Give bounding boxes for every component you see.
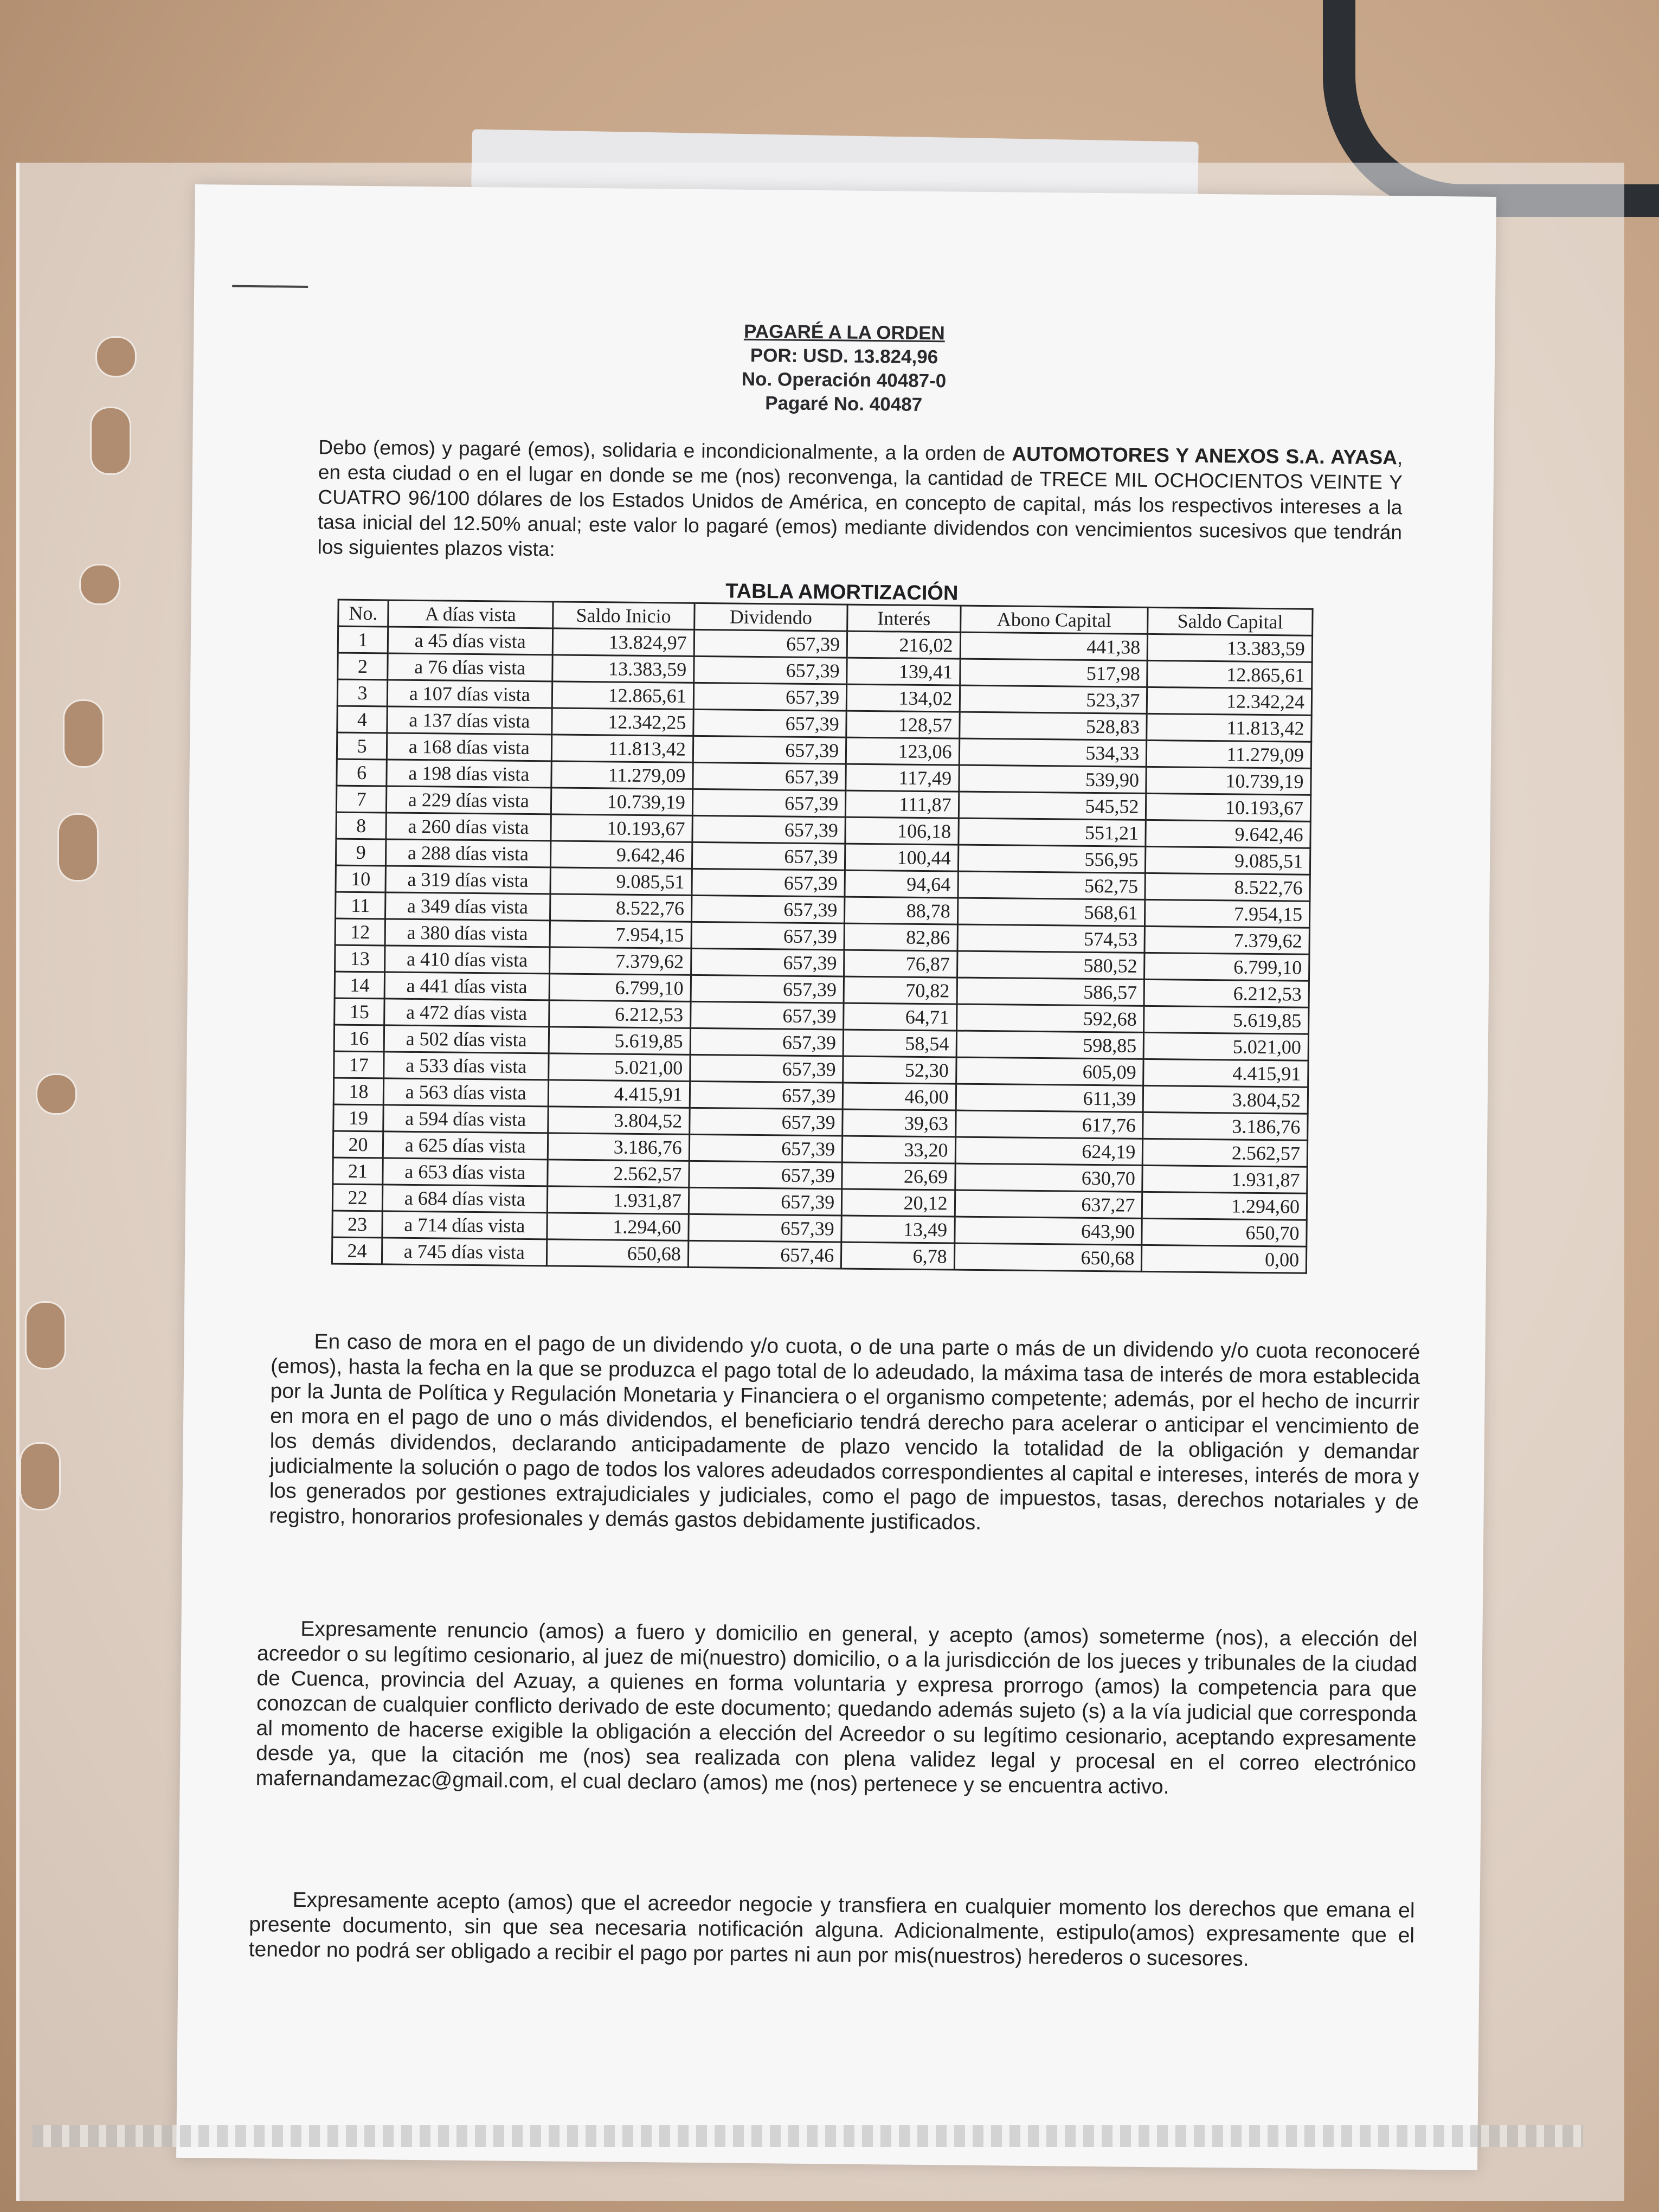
table-cell: 657,39 — [690, 1028, 844, 1056]
intro-text: Debo (emos) y pagaré (emos), solidaria e incondicionalmente, a la orden de — [318, 436, 1012, 465]
table-cell: 82,86 — [844, 923, 957, 951]
table-cell: 6.799,10 — [1144, 953, 1309, 981]
table-cell: 657,39 — [692, 789, 846, 817]
document-title: PAGARÉ A LA ORDEN — [743, 320, 945, 344]
table-cell: 657,39 — [691, 975, 844, 1003]
table-cell: 8.522,76 — [550, 894, 692, 922]
table-cell: a 441 días vista — [384, 972, 549, 1000]
table-cell: 88,78 — [845, 897, 958, 924]
jurisdiction-clause — [256, 1616, 1418, 1802]
table-cell: 657,39 — [691, 922, 845, 950]
table-cell: 12.342,24 — [1147, 687, 1312, 715]
table-cell: a 563 días vista — [383, 1078, 548, 1107]
table-cell: 657,39 — [692, 869, 845, 897]
table-cell: 534,33 — [959, 738, 1147, 767]
table-cell: 19 — [333, 1104, 383, 1131]
table-cell: 15 — [335, 998, 384, 1025]
table-cell: 1.294,60 — [1142, 1192, 1307, 1220]
default-clause — [269, 1329, 1420, 1539]
table-cell: 517,98 — [960, 659, 1147, 687]
table-cell: 10.739,19 — [1146, 767, 1311, 795]
promissory-note-page — [176, 184, 1496, 2170]
amortization-table — [331, 599, 1314, 1274]
table-cell: a 198 días vista — [387, 760, 551, 788]
table-cell: 528,83 — [959, 712, 1147, 740]
table-cell: 12.865,61 — [552, 681, 694, 710]
table-cell: 580,52 — [957, 951, 1144, 979]
table-cell: 5.021,00 — [548, 1053, 690, 1082]
table-cell: 657,39 — [689, 1134, 843, 1162]
table-cell: 7.954,15 — [550, 921, 692, 949]
table-cell: 8 — [336, 812, 386, 839]
table-cell: 33,20 — [842, 1136, 955, 1163]
table-cell: 592,68 — [956, 1004, 1144, 1032]
punch-hole — [25, 1301, 66, 1369]
punch-hole — [90, 407, 131, 475]
table-cell: 7.379,62 — [1144, 926, 1309, 954]
table-cell: 556,95 — [958, 845, 1146, 873]
table-cell: 574,53 — [957, 924, 1145, 953]
table-cell: 11.279,09 — [1147, 740, 1311, 768]
table-cell: 24 — [332, 1237, 382, 1264]
table-cell: a 533 días vista — [384, 1052, 549, 1080]
table-cell: 123,06 — [846, 737, 959, 765]
table-cell: 117,49 — [846, 764, 959, 792]
table-cell: a 319 días vista — [385, 866, 550, 894]
table-cell: 16 — [334, 1025, 384, 1052]
default-clause-text: En caso de mora en el pago de un dividendo y/o cuota, o de una parte o más de un dividendo y/o cuota reconoceré (emos), hasta la fecha en la que se produzca el pago total de lo adeudado, la máxima tasa de interés de mora establecida por la Junta de Política y Regulación Monetaria y Financiera o el organismo competente; además, por el hecho de incurrir en mora en el pago de uno o más dividendos, el beneficiario tendrá derecho para acelerar o anticipar el vencimiento de los demás dividendos, declarando anticipadamente de plazo vencido la totalidad de la obligación y demandar judicialmente la solución o pago de todos los valores adeudados correspondientes al capital e intereses, interés de mora y los generados por gestiones extrajudiciales y judiciales, como el pago de impuestos, tasas, derechos notariales y de registro, honorarios profesionales y demás gastos debidamente justificados. — [269, 1330, 1420, 1535]
column-header: Abono Capital — [960, 606, 1148, 634]
table-cell: 0,00 — [1142, 1245, 1307, 1273]
table-cell: 617,76 — [955, 1110, 1143, 1139]
table-cell: 657,39 — [693, 736, 846, 764]
table-cell: a 229 días vista — [386, 786, 551, 814]
transfer-clause — [249, 1887, 1415, 1973]
table-cell: a 745 días vista — [382, 1238, 546, 1266]
table-cell: 643,90 — [954, 1217, 1142, 1245]
table-cell: 650,70 — [1142, 1218, 1307, 1246]
table-cell: 3 — [337, 679, 387, 706]
table-cell: 10 — [336, 865, 385, 892]
table-cell: 650,68 — [546, 1239, 689, 1268]
table-cell: 46,00 — [843, 1083, 956, 1110]
transfer-clause-text: Expresamente acepto (amos) que el acreedor negocie y transfiera en cualquier momento los derechos que emana el presente documento, sin que sea necesaria notificación alguna. Adicionalmente, estipulo(amos) expresamente que el tenedor no podrá ser obligado a recibir el pago por partes ni aun por mis(nuestros) herederos o sucesores. — [248, 1888, 1415, 1971]
table-cell: 3.804,52 — [1143, 1085, 1308, 1114]
table-title: TABLA AMORTIZACIÓN — [725, 580, 959, 605]
table-cell: 39,63 — [843, 1109, 956, 1137]
table-cell: 128,57 — [846, 711, 960, 738]
table-cell: 216,02 — [847, 631, 960, 659]
table-cell: 106,18 — [845, 817, 959, 845]
table-cell: a 380 días vista — [385, 919, 550, 947]
table-cell: 657,39 — [689, 1214, 842, 1242]
table-cell: 11 — [336, 892, 385, 919]
table-cell: 7 — [336, 786, 386, 813]
table-cell: 9.085,51 — [550, 867, 692, 896]
table-cell: 657,39 — [692, 815, 846, 844]
table-cell: 3.804,52 — [548, 1107, 690, 1135]
table-cell: 539,90 — [959, 765, 1146, 793]
table-cell: 1.931,87 — [547, 1186, 689, 1214]
table-cell: 10.739,19 — [551, 788, 693, 816]
table-cell: 13.383,59 — [552, 655, 694, 683]
table-cell: 21 — [333, 1158, 383, 1185]
table-cell: 4.415,91 — [1143, 1059, 1308, 1087]
table-cell: 4.415,91 — [548, 1080, 690, 1108]
table-cell: a 288 días vista — [385, 839, 550, 867]
table-cell: 657,39 — [693, 762, 846, 790]
table-cell: 13.383,59 — [1148, 634, 1313, 662]
table-cell: 8.522,76 — [1145, 873, 1310, 901]
table-cell: 9.085,51 — [1146, 846, 1310, 874]
table-cell: 657,39 — [694, 656, 847, 684]
table-cell: a 168 días vista — [387, 733, 551, 761]
column-header: Saldo Capital — [1148, 607, 1313, 635]
table-body — [332, 626, 1312, 1273]
table-cell: a 45 días vista — [388, 627, 552, 655]
table-cell: 70,82 — [844, 976, 957, 1004]
table-cell: 2.562,57 — [1143, 1139, 1308, 1167]
table-cell: 5.619,85 — [549, 1027, 691, 1055]
table-cell: 111,87 — [846, 790, 959, 818]
table-cell: 657,39 — [689, 1161, 843, 1189]
table-cell: 139,41 — [847, 658, 960, 685]
table-cell: 14 — [335, 972, 384, 999]
table-cell: 2 — [338, 653, 388, 680]
table-cell: 12 — [335, 918, 385, 946]
table-cell: 551,21 — [958, 818, 1146, 846]
table-cell: 611,39 — [956, 1084, 1143, 1112]
table-cell: a 594 días vista — [383, 1105, 548, 1133]
table-cell: 657,39 — [693, 683, 847, 711]
table-cell: 586,57 — [957, 978, 1144, 1006]
table-cell: 12.865,61 — [1147, 660, 1312, 689]
table-cell: 10.193,67 — [1146, 793, 1311, 821]
table-cell: 20,12 — [841, 1189, 955, 1217]
column-header: Saldo Inicio — [552, 602, 695, 630]
column-header: No. — [338, 600, 388, 627]
table-cell: a 502 días vista — [384, 1025, 549, 1053]
table-cell: 630,70 — [955, 1163, 1142, 1192]
table-cell: 657,39 — [692, 842, 845, 870]
table-cell: 6 — [337, 759, 387, 786]
sleeve-bottom-edge — [33, 2125, 1583, 2147]
table-cell: 6.212,53 — [549, 1000, 691, 1028]
table-cell: a 410 días vista — [385, 946, 550, 974]
table-cell: 5 — [337, 732, 387, 760]
table-cell: 5.021,00 — [1143, 1032, 1308, 1060]
document-header — [193, 314, 1495, 422]
punch-hole — [36, 1073, 77, 1115]
table-cell: 657,46 — [688, 1240, 841, 1269]
table-cell: 22 — [332, 1184, 382, 1211]
punch-hole — [95, 336, 137, 377]
table-cell: 1.931,87 — [1142, 1165, 1307, 1193]
punch-hole — [57, 813, 99, 882]
table-cell: 13.824,97 — [552, 628, 695, 657]
table-cell: 657,39 — [690, 1081, 843, 1109]
table-cell: 20 — [333, 1131, 383, 1158]
table-cell: 94,64 — [845, 870, 958, 898]
table-cell: 6,78 — [841, 1242, 955, 1270]
table-cell: 4 — [337, 706, 387, 733]
table-cell: 598,85 — [956, 1031, 1144, 1059]
table-cell: 568,61 — [957, 898, 1145, 926]
table-cell: 657,39 — [690, 1054, 843, 1083]
table-cell: a 349 días vista — [385, 892, 550, 921]
pen-mark — [232, 285, 308, 288]
table-cell: 2.562,57 — [547, 1160, 689, 1188]
column-header: A días vista — [388, 600, 553, 628]
note-number: Pagaré No. 40487 — [765, 393, 923, 415]
table-cell: 3.186,76 — [548, 1133, 690, 1161]
table-cell: 657,39 — [689, 1187, 842, 1216]
table-cell: 441,38 — [960, 632, 1148, 660]
table-cell: 657,39 — [691, 895, 845, 923]
table-cell: a 714 días vista — [382, 1211, 547, 1239]
table-cell: 657,39 — [693, 709, 847, 737]
table-cell: 10.193,67 — [550, 814, 692, 843]
table-cell: 6.799,10 — [549, 974, 691, 1002]
table-cell: 9 — [336, 839, 385, 866]
table-cell: 5.619,85 — [1144, 1006, 1309, 1034]
table-cell: 3.186,76 — [1143, 1112, 1308, 1140]
table-cell: 637,27 — [955, 1190, 1142, 1218]
table-cell: a 625 días vista — [383, 1131, 548, 1160]
table-cell: 624,19 — [955, 1137, 1143, 1165]
intro-paragraph — [317, 435, 1403, 570]
table-cell: 1 — [338, 626, 388, 653]
table-cell: 6.212,53 — [1144, 979, 1309, 1007]
table-cell: 13,49 — [841, 1216, 955, 1243]
table-cell: 657,39 — [691, 948, 844, 976]
table-cell: 7.379,62 — [549, 947, 691, 975]
table-cell: 17 — [334, 1051, 384, 1078]
table-cell: 605,09 — [956, 1057, 1143, 1085]
table-cell: 9.642,46 — [1146, 820, 1310, 848]
table-cell: 9.642,46 — [550, 841, 692, 869]
table-cell: 545,52 — [959, 792, 1146, 820]
table-cell: 52,30 — [843, 1056, 956, 1084]
table-cell: a 107 días vista — [387, 680, 552, 708]
table-cell: 76,87 — [844, 950, 957, 978]
table-cell: a 260 días vista — [386, 813, 551, 841]
table-cell: 18 — [333, 1078, 383, 1105]
table-cell: 657,39 — [690, 1108, 843, 1136]
table-cell: 64,71 — [844, 1003, 957, 1031]
table-cell: 1.294,60 — [546, 1213, 689, 1241]
operation-number: No. Operación 40487-0 — [741, 368, 947, 392]
table-cell: 58,54 — [843, 1030, 956, 1057]
table-cell: 657,39 — [690, 1001, 844, 1030]
table-cell: 523,37 — [960, 685, 1147, 713]
table-cell: a 137 días vista — [387, 706, 552, 735]
intro-text-continued: , en esta ciudad o en el lugar en donde se me (nos) reconvenga, la cantidad de TRECE MIL OCHOCIENTOS VEINTE Y CUATRO 96/100 dólares de los Estados Unidos de América, en concepto de capital, más los respectivos intereses a la tasa inicial del 12.50% anual; este valor lo pagaré (emos) mediante dividendos con vencimientos sucesivos que tendrán los siguientes plazos vista: — [317, 446, 1403, 561]
table-cell: a 684 días vista — [382, 1185, 547, 1213]
table-cell: a 76 días vista — [388, 653, 552, 681]
table-cell: 11.813,42 — [551, 735, 693, 763]
table-cell: 562,75 — [957, 871, 1145, 899]
creditor-name: AUTOMOTORES Y ANEXOS S.A. AYASA — [1012, 442, 1398, 469]
table-cell: 650,68 — [954, 1243, 1142, 1271]
table-cell: 11.279,09 — [551, 761, 693, 789]
table-cell: 12.342,25 — [551, 708, 693, 736]
column-header: Interés — [847, 605, 961, 632]
table-cell: 13 — [335, 945, 385, 972]
punch-hole — [20, 1442, 61, 1510]
jurisdiction-clause-text: Expresamente renuncio (amos) a fuero y domicilio en general, y acepto (amos) someterme (nos), a elección del acreedor o su legítimo cesionario, al juez de mi(nuestro) domicilio, o a la jurisdicción de los jueces y tribunales de la ciudad de Cuenca, provincia del Azuay, a quienes en forma voluntaria y expresa prorrogo (amos) la competencia para que conozcan de cualquier conflicto derivado de este documento; quedando además sujeto (s) a la vía judicial que corresponda al momento de hacerse exigible la obligación a elección del Acreedor o su legítimo cesionario, aceptando expresamente desde ya, que la citación me (nos) sea realizada con plena validez legal y procesal en el correo electrónico mafernandamezac@gmail.com, el cual declaro (amos) me (nos) pertenece y se encuentra activo. — [255, 1617, 1418, 1799]
punch-hole — [63, 699, 104, 768]
note-amount: POR: USD. 13.824,96 — [750, 344, 938, 368]
table-cell: 7.954,15 — [1145, 899, 1310, 928]
column-header: Dividendo — [694, 603, 847, 631]
table-cell: 11.813,42 — [1147, 713, 1311, 742]
punch-hole — [79, 564, 120, 605]
table-cell: 23 — [332, 1211, 382, 1238]
table-cell: 134,02 — [846, 684, 960, 712]
table-cell: a 653 días vista — [383, 1158, 548, 1186]
table-cell: 100,44 — [845, 844, 959, 871]
table-cell: 26,69 — [842, 1162, 955, 1190]
table-cell: a 472 días vista — [384, 999, 549, 1027]
table-cell: 657,39 — [694, 629, 847, 658]
